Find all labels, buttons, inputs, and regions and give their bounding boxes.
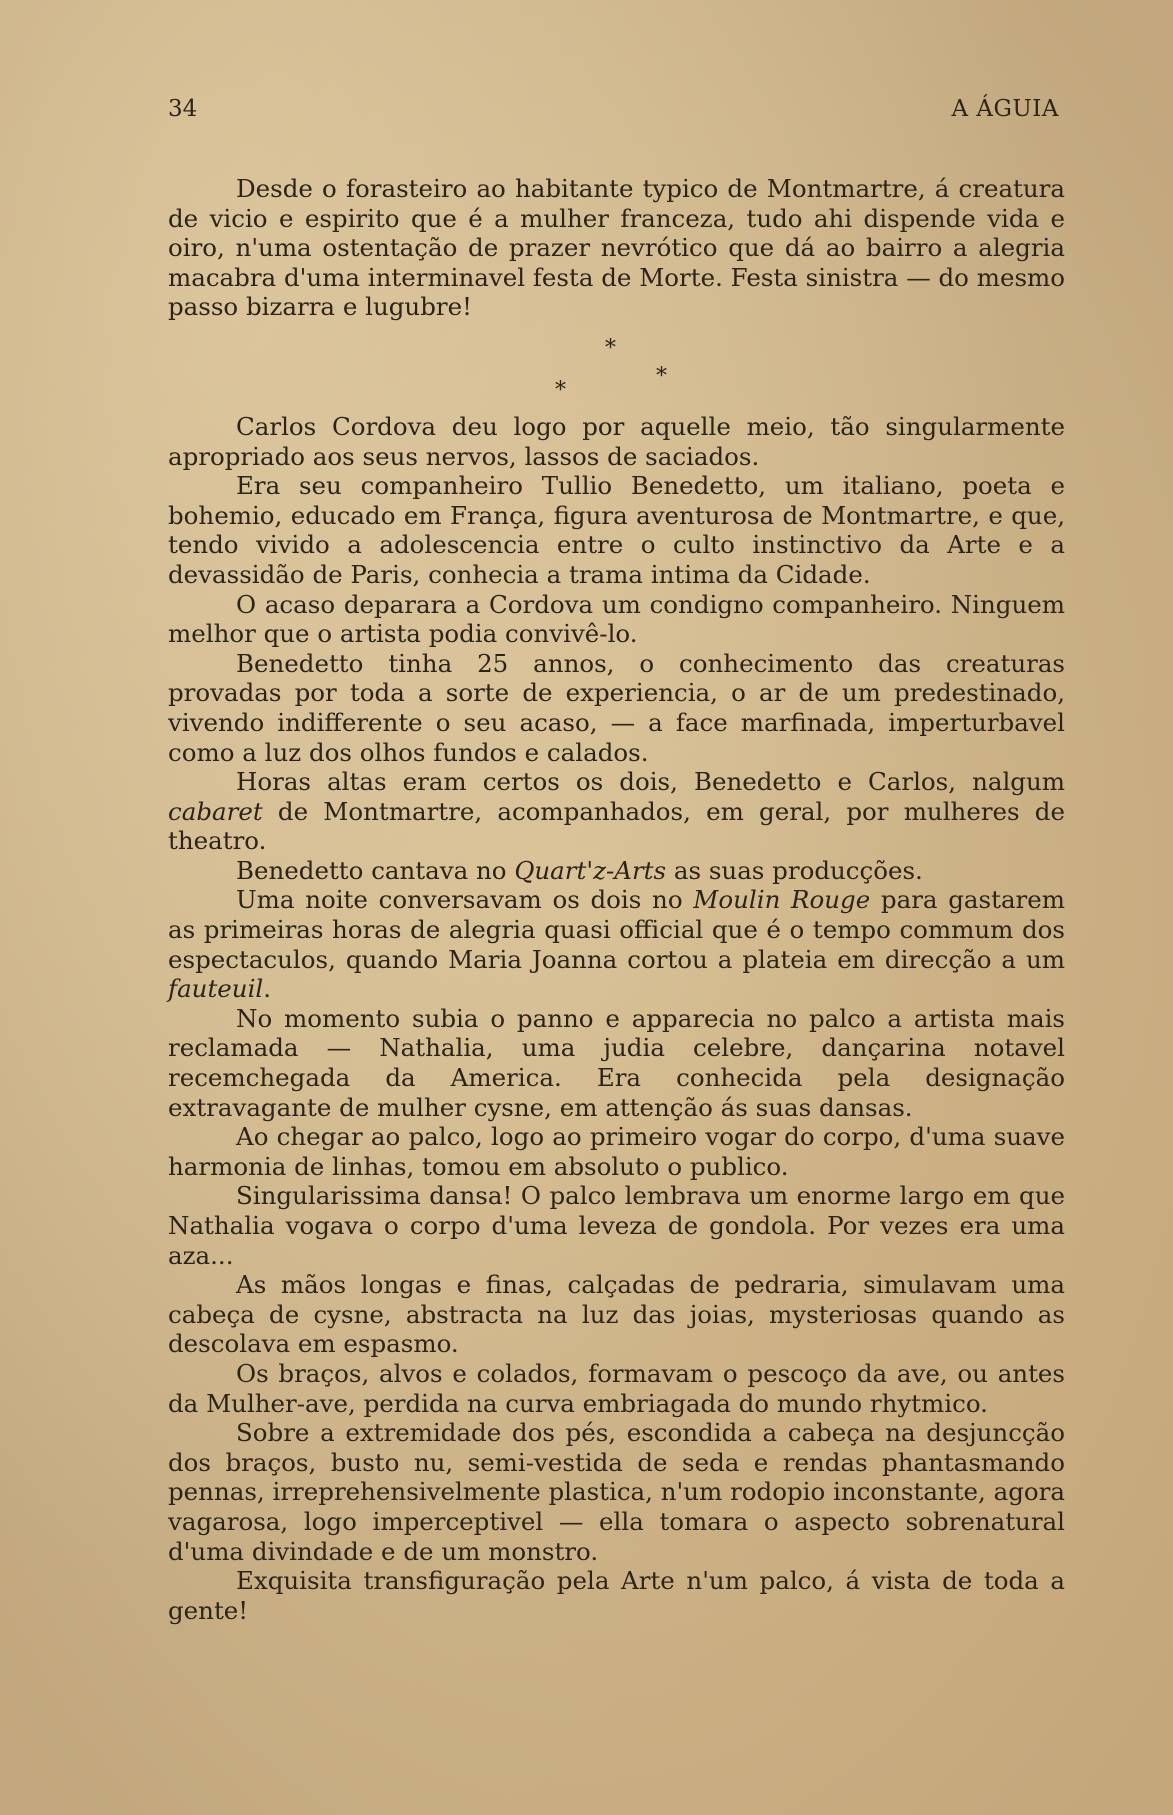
text-run: Uma noite conversavam os dois no — [236, 885, 694, 915]
journal-title: A ÁGUIA — [951, 96, 1059, 122]
italic-term: Moulin Rouge — [693, 885, 871, 915]
page-number: 34 — [168, 96, 198, 122]
paragraph: Sobre a extremidade dos pés, escondida a cabeça na desjuncção dos braços, busto nu, semi-vestida de seda e rendas phantasmando pennas, irreprehensivelmente plastica, n'um rodopio inconstante, agora vagarosa, logo imperceptivel — ella tomara o aspecto sobrenatural d'uma divindade e de um monstro. — [168, 1418, 1065, 1566]
text-run: para gastarem as primeiras horas de alegria quasi official que é o tempo commum dos espectaculos, quando Maria Joanna cortou a plateia em direcção a um — [168, 885, 1065, 974]
paragraph: Benedetto tinha 25 annos, o conhecimento das creaturas provadas por toda a sorte de experiencia, o ar de um predestinado, vivendo indifferente o seu acaso, — a face marfinada, imperturbavel como a luz dos olhos fundos e calados. — [168, 648, 1065, 767]
paragraph: Exquisita transfiguração pela Arte n'um palco, á vista de toda a gente! — [168, 1566, 1065, 1625]
paragraph — [168, 856, 1065, 886]
body-text — [168, 174, 1065, 1625]
text-run: as suas producções. — [666, 855, 923, 885]
section-break-asterism — [168, 322, 1065, 412]
italic-term: fauteuil — [168, 974, 264, 1004]
text-run: . — [263, 974, 272, 1004]
text-run: Benedetto cantava no — [236, 855, 515, 885]
paragraph — [168, 885, 1065, 1003]
text-run: Horas altas eram certos os dois, Benedetto e Carlos, nalgum — [236, 767, 1065, 797]
asterisk: * — [555, 377, 566, 403]
paragraph: Desde o forasteiro ao habitante typico de Montmartre, á creatura de vicio e espirito que é a mulher franceza, tudo ahi dispende vida e oiro, n'uma ostentação de prazer nevrótico que dá ao bairro a alegria macabra d'uma interminavel festa de Morte. Festa sinistra — do mesmo passo bizarra e lugubre! — [168, 174, 1066, 322]
paragraph: Era seu companheiro Tullio Benedetto, um italiano, poeta e bohemio, educado em França, figura aventurosa de Montmartre, e que, tendo vivido a adolescencia entre o culto instinctivo da Arte e a devassidão de Paris, conhecia a trama intima da Cidade. — [168, 471, 1065, 589]
asterisk: * — [656, 363, 667, 389]
paragraph — [168, 767, 1065, 856]
italic-term: cabaret — [168, 796, 263, 826]
paragraph: Singularissima dansa! O palco lembrava um enorme largo em que Nathalia vogava o corpo d'uma leveza de gondola. Por vezes era uma aza... — [168, 1181, 1065, 1270]
paragraph: Carlos Cordova deu logo por aquelle meio, tão singularmente apropriado aos seus nervos, lassos de saciados. — [168, 411, 1065, 471]
text-run: de Montmartre, acompanhados, em geral, por mulheres de theatro. — [168, 796, 1065, 856]
paragraph: O acaso deparara a Cordova um condigno companheiro. Ninguem melhor que o artista podia convivê-lo. — [168, 589, 1065, 649]
paragraph: As mãos longas e finas, calçadas de pedraria, simulavam uma cabeça de cysne, abstracta na luz das joias, mysteriosas quando as descolava em espasmo. — [168, 1270, 1065, 1359]
paragraph: No momento subia o panno e apparecia no palco a artista mais reclamada — Nathalia, uma judia celebre, dançarina notavel recemchegada da America. Era conhecida pela designação extravagante de mulher cysne, em attenção ás suas dansas. — [168, 1003, 1065, 1122]
paragraph: Ao chegar ao palco, logo ao primeiro vogar do corpo, d'uma suave harmonia de linhas, tomou em absoluto o publico. — [168, 1122, 1065, 1181]
italic-term: Quart'z-Arts — [514, 855, 667, 885]
running-head — [168, 96, 1059, 130]
asterisk: * — [605, 335, 616, 361]
paragraph: Os braços, alvos e colados, formavam o pescoço da ave, ou antes da Mulher-ave, perdida na curva embriagada do mundo rhytmico. — [168, 1358, 1065, 1418]
